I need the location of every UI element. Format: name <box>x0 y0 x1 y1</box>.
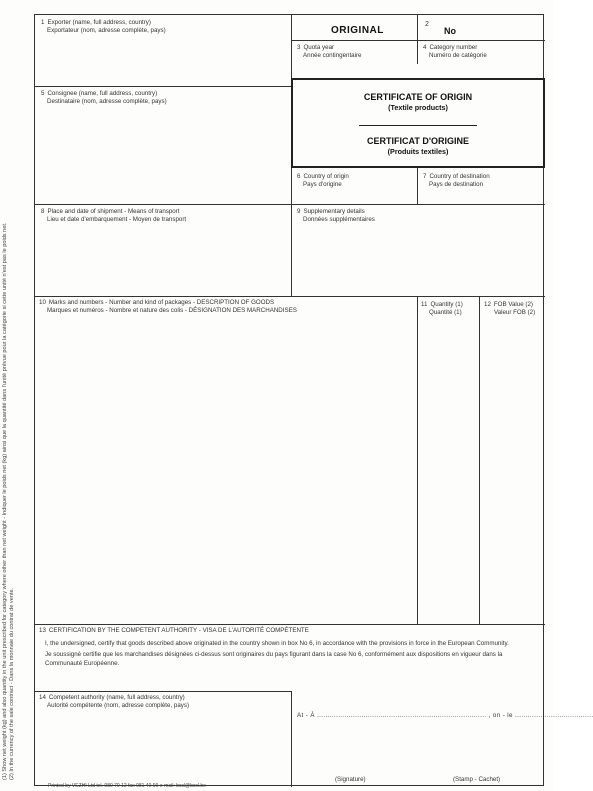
date-dots: ..................................... <box>515 712 593 719</box>
box10-fr: Marques et numéros - Nombre et nature des colis - DÉSIGNATION DES MARCHANDISES <box>47 306 297 314</box>
box14-fr: Autorité compétente (nom, adresse complète, pays) <box>47 701 190 709</box>
box11-en: Quantity (1) <box>430 301 463 308</box>
box3-fr: Année contingentaire <box>303 51 362 59</box>
box2-number: 2 <box>425 21 429 28</box>
box9-supplementary-label <box>297 208 375 223</box>
box10-number: 10 <box>39 299 46 306</box>
place-dots: ................................................................................ <box>317 712 487 719</box>
box12-en: FOB Value (2) <box>493 301 533 308</box>
divider-box14-top <box>35 691 291 692</box>
box11-quantity-label <box>421 301 463 316</box>
box1-en: Exporter (name, full address, country) <box>47 19 151 26</box>
box5-consignee-label <box>41 90 167 105</box>
footnote-line-1: (1) Show net weight (kg) and also quantity in the unit prescribed for category where other than net weight - Indiquer le poids net (kg) ainsi que la quantité dans l'unité prévue pour la catégorie si cette unité n'est pas le poids net. <box>2 222 8 780</box>
box12-fr: Valeur FOB (2) <box>494 308 536 316</box>
box10-en: Marks and numbers - Number and kind of packages - DESCRIPTION OF GOODS <box>48 299 275 306</box>
box3-quota-year-label <box>297 44 361 59</box>
box3-en: Quota year <box>303 44 335 51</box>
box11-number: 11 <box>421 301 428 308</box>
box4-fr: Numéro de catégorie <box>429 51 487 59</box>
footnote-side-note <box>2 180 16 780</box>
box4-category-label <box>423 44 487 59</box>
box7-fr: Pays de destination <box>429 180 484 188</box>
divider-box10-top <box>35 296 545 297</box>
box14-number: 14 <box>39 694 46 701</box>
certificate-title-rule <box>359 125 477 126</box>
at-label: At - À <box>297 712 315 719</box>
box5-fr: Destinataire (nom, adresse complète, pays) <box>47 97 167 105</box>
divider-original-row <box>291 40 545 41</box>
box8-shipment-label <box>41 208 186 223</box>
stamp-label: (Stamp - Cachet) <box>453 776 501 783</box>
box7-number: 7 <box>423 173 427 180</box>
box12-fob-label <box>484 301 535 316</box>
box9-en: Supplementary details <box>303 208 365 215</box>
box5-en: Consignee (name, full address, country) <box>47 90 158 97</box>
box9-fr: Données supplémentaires <box>303 215 375 223</box>
box1-exporter-label <box>41 19 166 34</box>
box5-number: 5 <box>41 90 45 97</box>
box6-fr: Pays d'origine <box>303 180 342 188</box>
box12-number: 12 <box>484 301 491 308</box>
box7-en: Country of destination <box>429 173 490 180</box>
box6-en: Country of origin <box>303 173 349 180</box>
box13-number: 13 <box>39 627 46 634</box>
box10-goods-label <box>39 299 297 314</box>
box1-fr: Exportateur (nom, adresse complète, pays) <box>47 26 166 34</box>
box8-en: Place and date of shipment - Means of transport <box>47 208 180 215</box>
certificate-form <box>34 14 593 786</box>
box2-no-label: No <box>444 26 456 36</box>
box6-number: 6 <box>297 173 301 180</box>
divider-box6-box7 <box>417 168 418 204</box>
box14-en: Competent authority (name, full address, country) <box>48 694 185 701</box>
box8-fr: Lieu et date d'embarquement - Moyen de transport <box>47 215 187 223</box>
box7-destination-label <box>423 173 490 188</box>
certificate-title-fr: CERTIFICAT D'ORIGINE <box>367 136 469 146</box>
certificate-subtitle-en: (Textile products) <box>388 103 448 112</box>
box1-number: 1 <box>41 19 45 26</box>
divider-box10-box11 <box>417 296 418 624</box>
box4-en: Category number <box>429 44 478 51</box>
footnote-line-2: (2) In the currency of the sale contract - Dans la monnaie du contrat de vente. <box>9 587 15 780</box>
box13-heading <box>39 627 309 635</box>
signature-label: (Signature) <box>335 776 366 783</box>
box6-origin-label <box>297 173 349 188</box>
box9-number: 9 <box>297 208 301 215</box>
box11-fr: Quantité (1) <box>429 308 462 316</box>
divider-box14-right <box>291 691 292 787</box>
place-date-line <box>297 712 593 719</box>
divider-box1-bottom <box>35 86 291 87</box>
divider-box11-box12 <box>479 296 480 624</box>
divider-box13-top <box>35 624 545 625</box>
box13-certification-fr: Je soussigné certifie que les marchandises désignées ci-dessus sont originaires du pays figurant dans la case No 6, conformément aux dispositions en vigueur dans la Communauté Européenne. <box>45 651 503 667</box>
box8-number: 8 <box>41 208 45 215</box>
on-label: , on - le <box>488 712 513 719</box>
certificate-title-en: CERTIFICATE OF ORIGIN <box>363 92 473 102</box>
box14-authority-label <box>39 694 189 709</box>
divider-box8-top <box>35 204 545 205</box>
box13-heading-text: CERTIFICATION BY THE COMPETENT AUTHORITY - VISA DE L'AUTORITÉ COMPÉTENTE <box>48 627 309 634</box>
box4-number: 4 <box>423 44 427 51</box>
box13-certification-en: I, the undersigned, certify that goods described above originated in the country shown in box No 6, in accordance with the provisions in force in the European Community. <box>45 640 509 647</box>
original-label: ORIGINAL <box>331 25 384 36</box>
certificate-title-box <box>291 78 545 168</box>
certificate-subtitle-fr: (Produits textiles) <box>387 147 449 156</box>
box3-number: 3 <box>297 44 301 51</box>
divider-box2-box4 <box>417 15 418 64</box>
printer-footer: Printed by VEZHI Ltd tel. 980 70 12 fax 981 40 99 e-mail: bccl@bccl.be <box>48 783 206 789</box>
